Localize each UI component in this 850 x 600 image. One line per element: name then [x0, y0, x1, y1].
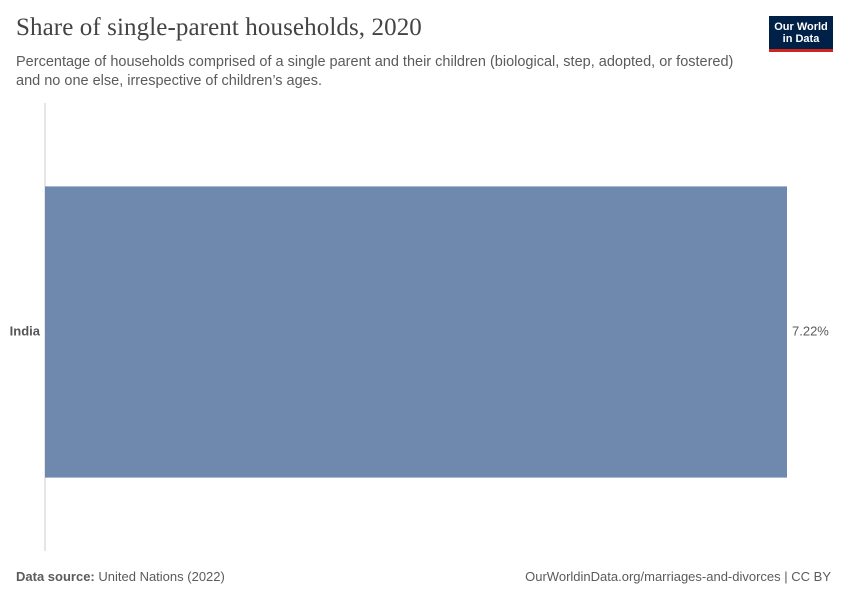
logo-line-1: Our World [774, 21, 828, 33]
data-source-link[interactable]: United Nations (2022) [98, 569, 225, 584]
value-label: 7.22% [792, 323, 829, 339]
bar-india[interactable] [45, 186, 787, 477]
category-label: India [9, 323, 40, 339]
chart-title: Share of single-parent households, 2020 [16, 14, 422, 41]
data-source [16, 569, 225, 584]
footer-link[interactable]: OurWorldinData.org/marriages-and-divorces | CC BY [525, 569, 831, 584]
data-source-label: Data source: [16, 569, 95, 584]
chart-subtitle: Percentage of households comprised of a single parent and their children (biological, step, adopted, or fostered) and no one else, irrespective of children’s ages. [16, 54, 734, 89]
logo-line-2: in Data [782, 33, 820, 45]
